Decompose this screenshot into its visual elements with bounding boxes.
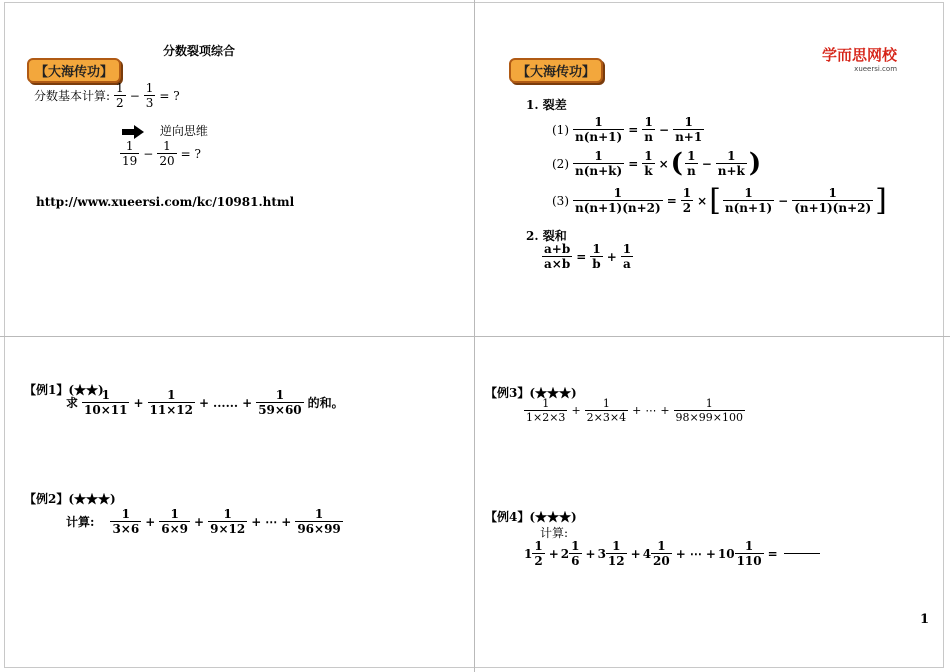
item-split-difference: 1. 裂差 xyxy=(526,98,567,112)
example-1-expression: 求 $\frac{1}{10\times 11}$ + $\frac{1}{11\times 12}$ + ...... + $\frac{1}{59\times 60}$ 的和。 xyxy=(66,388,344,417)
basic-calc-line: 分数基本计算: $\frac{1}{2}$ − $\frac{1}{3}$ = ? xyxy=(34,81,180,110)
formula-3: (3) $\frac{1}{n(n+1)(n+2)}$ = $\frac{1}{2}$ ×[ $\frac{1}{n(n+1)}$ − $\frac{1}{(n+1)(n+2)}$ ] xyxy=(552,183,887,218)
formula-1: (1) $\frac{1}{n(n+1)}$ = $\frac{1}{n}$ − $\frac{1}{n+1}$ xyxy=(552,115,703,144)
example-4-prompt: 计算: xyxy=(540,526,569,540)
fraction: $\frac{1}{3}$ xyxy=(145,81,154,110)
fraction: $\frac{1}{19}$ xyxy=(122,139,138,168)
example-4-label: 【例4】(★★★) xyxy=(485,510,577,524)
formula-4: $\frac{a+b}{a\times b}$ = $\frac{1}{b}$ + $\frac{1}{a}$ xyxy=(544,242,632,271)
brand-logo: 学而思网校 xueersi.com xyxy=(822,46,898,73)
reverse-calc-line: $\frac{1}{19}$ − $\frac{1}{20}$ = ? xyxy=(122,139,201,168)
example-1-label: 【例1】(★★) xyxy=(24,383,104,397)
section-badge-2: 【大海传功】 xyxy=(509,58,603,83)
section-badge: 【大海传功】 xyxy=(27,58,121,83)
example-2-expression: 计算: $\frac{1}{3\times 6}$ + $\frac{1}{6\times 9}$ + $\frac{1}{9\times 12}$ + ⋯ + $\frac{1}{96\times 99}$ xyxy=(66,507,341,536)
example-4-expression: 1 $\frac{1}{2}$ + 2 $\frac{1}{6}$ + 3 $\frac{1}{12}$ + 4 $\frac{1}{20}$ + ⋯ + 10 $\frac{1}{110}$ = xyxy=(524,540,820,567)
item-split-sum: 2. 裂和 xyxy=(526,229,567,243)
page-number: 1 xyxy=(920,612,930,627)
reverse-thinking-row xyxy=(122,122,208,139)
example-3-expression: $\frac{1}{1\times 2\times 3}$ + $\frac{1}{2\times 3\times 4}$ + ⋯ + $\frac{1}{98\times 99\times 100}$ xyxy=(526,397,743,424)
formula-2: (2) $\frac{1}{n(n+k)}$ = $\frac{1}{k}$ ×( $\frac{1}{n}$ − $\frac{1}{n+k}$ ) xyxy=(552,148,762,179)
answer-blank[interactable] xyxy=(784,553,820,554)
fraction: $\frac{1}{20}$ xyxy=(159,139,175,168)
example-2-label: 【例2】(★★★) xyxy=(24,492,116,506)
example-3-label: 【例3】(★★★) xyxy=(485,386,577,400)
course-link[interactable]: http://www.xueersi.com/kc/10981.html xyxy=(36,195,295,209)
slide-title: 分数裂项综合 xyxy=(163,44,236,58)
arrow-label: 逆向思维 xyxy=(159,124,208,138)
right-arrow-icon xyxy=(122,125,146,139)
horizontal-divider xyxy=(0,336,950,337)
fraction: $\frac{1}{2}$ xyxy=(116,81,124,110)
basic-calc-label: 分数基本计算: xyxy=(34,89,111,104)
